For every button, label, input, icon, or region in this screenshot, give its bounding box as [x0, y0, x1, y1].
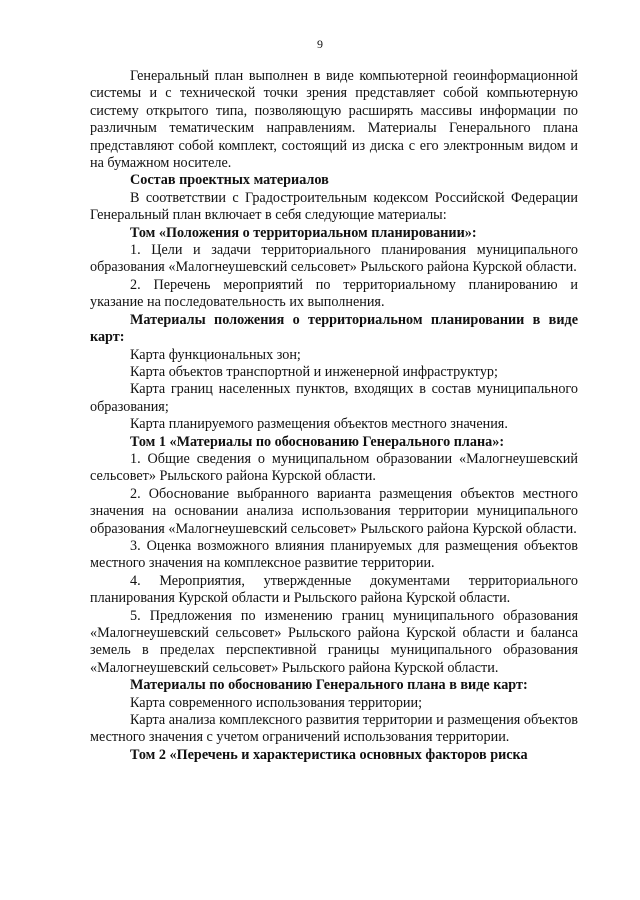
section-heading-provisions-maps: Материалы положения о территориальном планировании в виде карт: [90, 311, 578, 346]
list-item: Карта современного использования территории; [130, 694, 423, 711]
list-item: Карта функциональных зон; [130, 346, 301, 363]
list-item: Карта объектов транспортной и инженерной инфраструктур; [130, 363, 498, 380]
list-item: 3. Оценка возможного влияния планируемых для размещения объектов местного значения на комплексное развитие территории. [90, 537, 578, 572]
list-item: 1. Общие сведения о муниципальном образовании «Малогнеушевский сельсовет» Рыльского района Курской области. [90, 450, 578, 485]
intro-paragraph: Генеральный план выполнен в виде компьютерной геоинформационной системы и с технической точки зрения представляет собой компьютерную систему открытого типа, позволяющую расширять массивы информации по различным тематическим направлениям. Материалы Генерального плана представляют собой комплект, состоящий из диска с его электронным видом и на бумажном носителе. [90, 68, 578, 172]
list-item: 1. Цели и задачи территориального планирования муниципального образования «Малогнеушевский сельсовет» Рыльского района Курской области. [90, 242, 578, 276]
page-number: 9 [317, 37, 323, 51]
volume-heading-2: Том 2 «Перечень и характеристика основных факторов риска [130, 746, 528, 763]
list-item: 5. Предложения по изменению границ муниципального образования «Малогнеушевский сельсовет» Рыльского района Курской области и баланса земель в пределах перспективной границы муниципального образования «Малогнеушевский сельсовет» Рыльского района Курской области. [90, 607, 578, 676]
list-item: Карта планируемого размещения объектов местного значения. [130, 416, 508, 433]
list-item: 2. Обоснование выбранного варианта размещения объектов местного значения на основании анализа использования территории муниципального образования «Малогнеушевский сельсовет» Рыльского района Курской области. [90, 485, 578, 537]
list-item: 2. Перечень мероприятий по территориальному планированию и указание на последовательность их выполнения. [90, 276, 578, 311]
section-heading-justification-maps: Материалы по обоснованию Генерального плана в виде карт: [130, 677, 528, 694]
list-item: 4. Мероприятия, утвержденные документами территориального планирования Курской области и Рыльского района Курской области. [90, 572, 578, 607]
volume-heading-1: Том 1 «Материалы по обоснованию Генерального плана»: [130, 433, 505, 450]
body-paragraph: В соответствии с Градостроительным кодексом Российской Федерации Генеральный план включает в себя следующие материалы: [90, 189, 578, 224]
document-body [90, 68, 578, 764]
section-heading-project-materials: Состав проектных материалов [130, 172, 329, 189]
list-item: Карта анализа комплексного развития территории и размещения объектов местного значения с учетом ограничений использования территории. [90, 712, 578, 746]
volume-heading-provisions: Том «Положения о территориальном планировании»: [130, 224, 477, 241]
list-item: Карта границ населенных пунктов, входящих в состав муниципального образования; [90, 381, 578, 415]
